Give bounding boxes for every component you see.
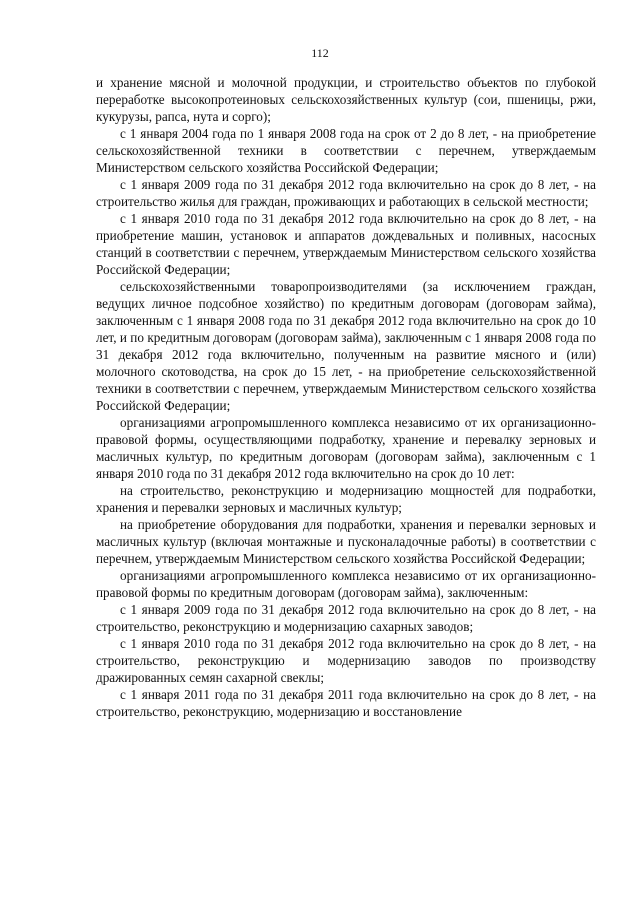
paragraph: с 1 января 2009 года по 31 декабря 2012 года включительно на срок до 8 лет, - на строительство жилья для граждан, проживающих и работающих в сельской местности; bbox=[96, 177, 596, 209]
paragraph: организациями агропромышленного комплекса независимо от их организационно-правовой формы, осуществляющими подработку, хранение и перевалку зерновых и масличных культур, по кредитным договорам (договорам займа), заключенным с 1 января 2010 года по 31 декабря 2012 года включительно на срок до 10 лет: bbox=[96, 415, 596, 481]
page-number: 112 bbox=[311, 46, 329, 60]
paragraph: с 1 января 2004 года по 1 января 2008 года на срок от 2 до 8 лет, - на приобретение сельскохозяйственной техники в соответствии с перечнем, утверждаемым Министерством сельского хозяйства Российской Федерации; bbox=[96, 126, 596, 175]
paragraph: с 1 января 2009 года по 31 декабря 2012 года включительно на срок до 8 лет, - на строительство, реконструкцию и модернизацию сахарных заводов; bbox=[96, 602, 596, 634]
paragraph: с 1 января 2010 года по 31 декабря 2012 года включительно на срок до 8 лет, - на приобретение машин, установок и аппаратов дождевальных и поливных, насосных станций в соответствии с перечнем, утверждаемым Министерством сельского хозяйства Российской Федерации; bbox=[96, 211, 596, 277]
paragraph: и хранение мясной и молочной продукции, и строительство объектов по глубокой переработке высокопротеиновых сельскохозяйственных культур (сои, пшеницы, ржи, кукурузы, рапса, нута и сорго); bbox=[96, 75, 596, 124]
page-body bbox=[96, 74, 596, 720]
paragraph: на приобретение оборудования для подработки, хранения и перевалки зерновых и масличных культур (включая монтажные и пусконаладочные работы) в соответствии с перечнем, утверждаемым Министерством сельского хозяйства Российской Федерации; bbox=[96, 517, 596, 566]
paragraph: на строительство, реконструкцию и модернизацию мощностей для подработки, хранения и перевалки зерновых и масличных культур; bbox=[96, 483, 596, 515]
paragraph: с 1 января 2011 года по 31 декабря 2011 года включительно на срок до 8 лет, - на строительство, реконструкцию, модернизацию и восстановление bbox=[96, 687, 596, 719]
paragraph: организациями агропромышленного комплекса независимо от их организационно-правовой формы по кредитным договорам (договорам займа), заключенным: bbox=[96, 568, 596, 600]
paragraph: сельскохозяйственными товаропроизводителями (за исключением граждан, ведущих личное подсобное хозяйство) по кредитным договорам (договорам займа), заключенным с 1 января 2008 года по 31 декабря 2012 года включительно на срок до 10 лет, и по кредитным договорам (договорам займа), заключенным с 1 января 2008 года по 31 декабря 2012 года включительно, полученным на развитие мясного и (или) молочного скотоводства, на срок до 15 лет, - на приобретение сельскохозяйственной техники в соответствии с перечнем, утверждаемым Министерством сельского хозяйства Российской Федерации; bbox=[96, 279, 596, 413]
paragraph: с 1 января 2010 года по 31 декабря 2012 года включительно на срок до 8 лет, - на строительство, реконструкцию и модернизацию заводов по производству дражированных семян сахарной свеклы; bbox=[96, 636, 596, 685]
